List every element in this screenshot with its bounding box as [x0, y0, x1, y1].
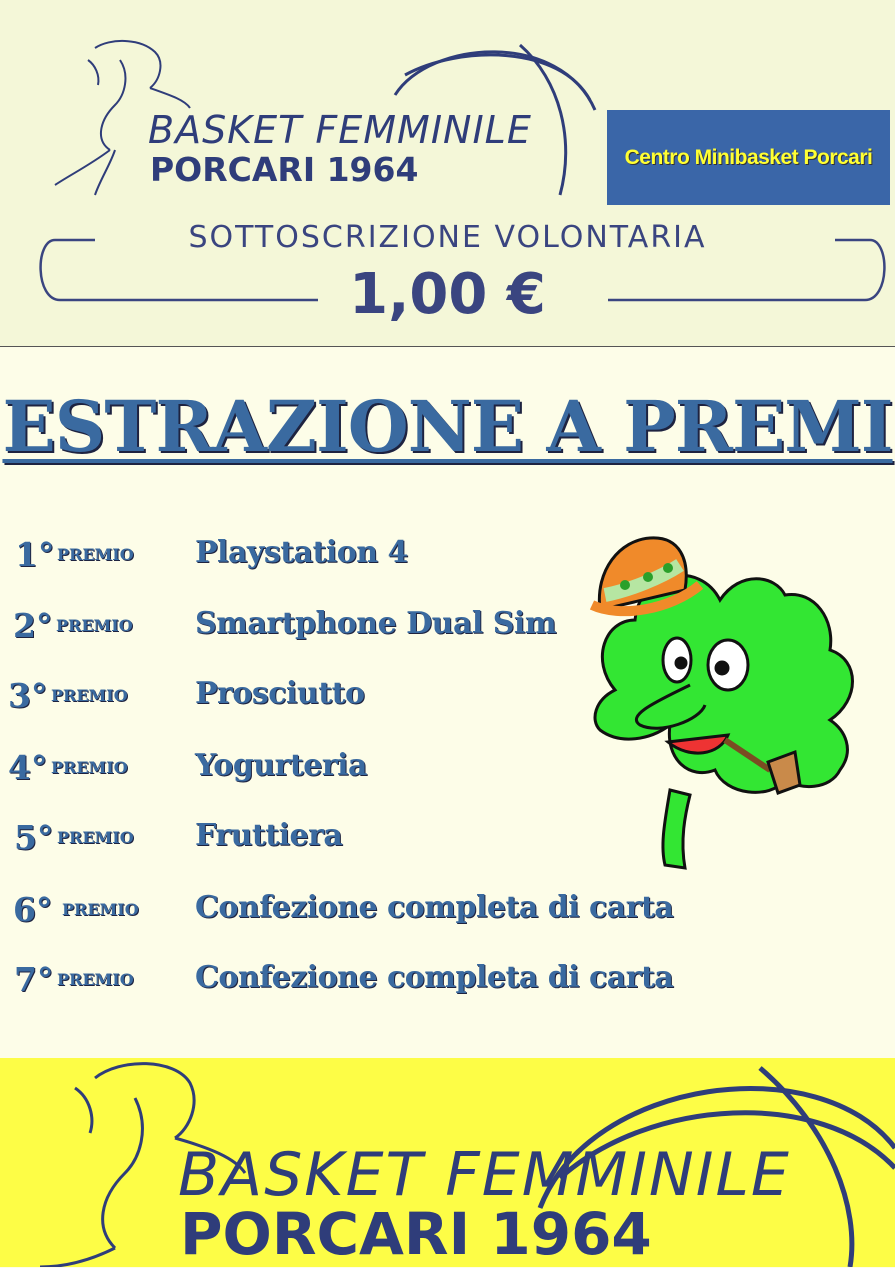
prize-number: 2° [13, 606, 53, 645]
prize-row [0, 818, 895, 868]
prize-label: PREMIO [57, 970, 134, 989]
brand-subtitle: PORCARI 1964 [150, 150, 419, 189]
prize-row [0, 960, 895, 1010]
prize-label: PREMIO [57, 545, 134, 564]
minibasket-badge [607, 110, 890, 205]
prize-row [0, 606, 895, 656]
price-label: 1,00 € [349, 262, 546, 327]
prize-row [0, 535, 895, 585]
prize-name: Playstation 4 [195, 535, 408, 570]
ticket-header [0, 0, 895, 347]
prize-number: 1° [15, 535, 55, 574]
prize-name: Yogurteria [195, 748, 367, 783]
prize-number: 3° [8, 676, 48, 715]
page-title: ESTRAZIONE A PREMI [2, 385, 893, 468]
prize-number: 7° [14, 960, 54, 999]
prize-label: PREMIO [51, 758, 128, 777]
prize-number: 4° [8, 748, 48, 787]
subscription-label: SOTTOSCRIZIONE VOLONTARIA [188, 220, 707, 255]
prize-name: Confezione completa di carta [195, 960, 674, 995]
brand-title: BASKET FEMMINILE [148, 108, 532, 152]
prize-name: Confezione completa di carta [195, 890, 674, 925]
prize-row [0, 676, 895, 726]
prize-label: PREMIO [62, 900, 139, 919]
prize-name: Fruttiera [195, 818, 343, 853]
prize-row [0, 748, 895, 798]
prize-label: PREMIO [51, 686, 128, 705]
minibasket-badge-label: Centro Minibasket Porcari [624, 145, 873, 169]
prize-label: PREMIO [56, 616, 133, 635]
prize-name: Smartphone Dual Sim [195, 606, 557, 641]
prize-row [0, 890, 895, 940]
footer-brand-title: BASKET FEMMINILE [178, 1140, 791, 1210]
prize-number: 6° [13, 890, 53, 929]
footer-brand-subtitle: PORCARI 1964 [180, 1200, 652, 1268]
prize-number: 5° [14, 818, 54, 857]
prize-label: PREMIO [57, 828, 134, 847]
prize-name: Prosciutto [195, 676, 365, 711]
